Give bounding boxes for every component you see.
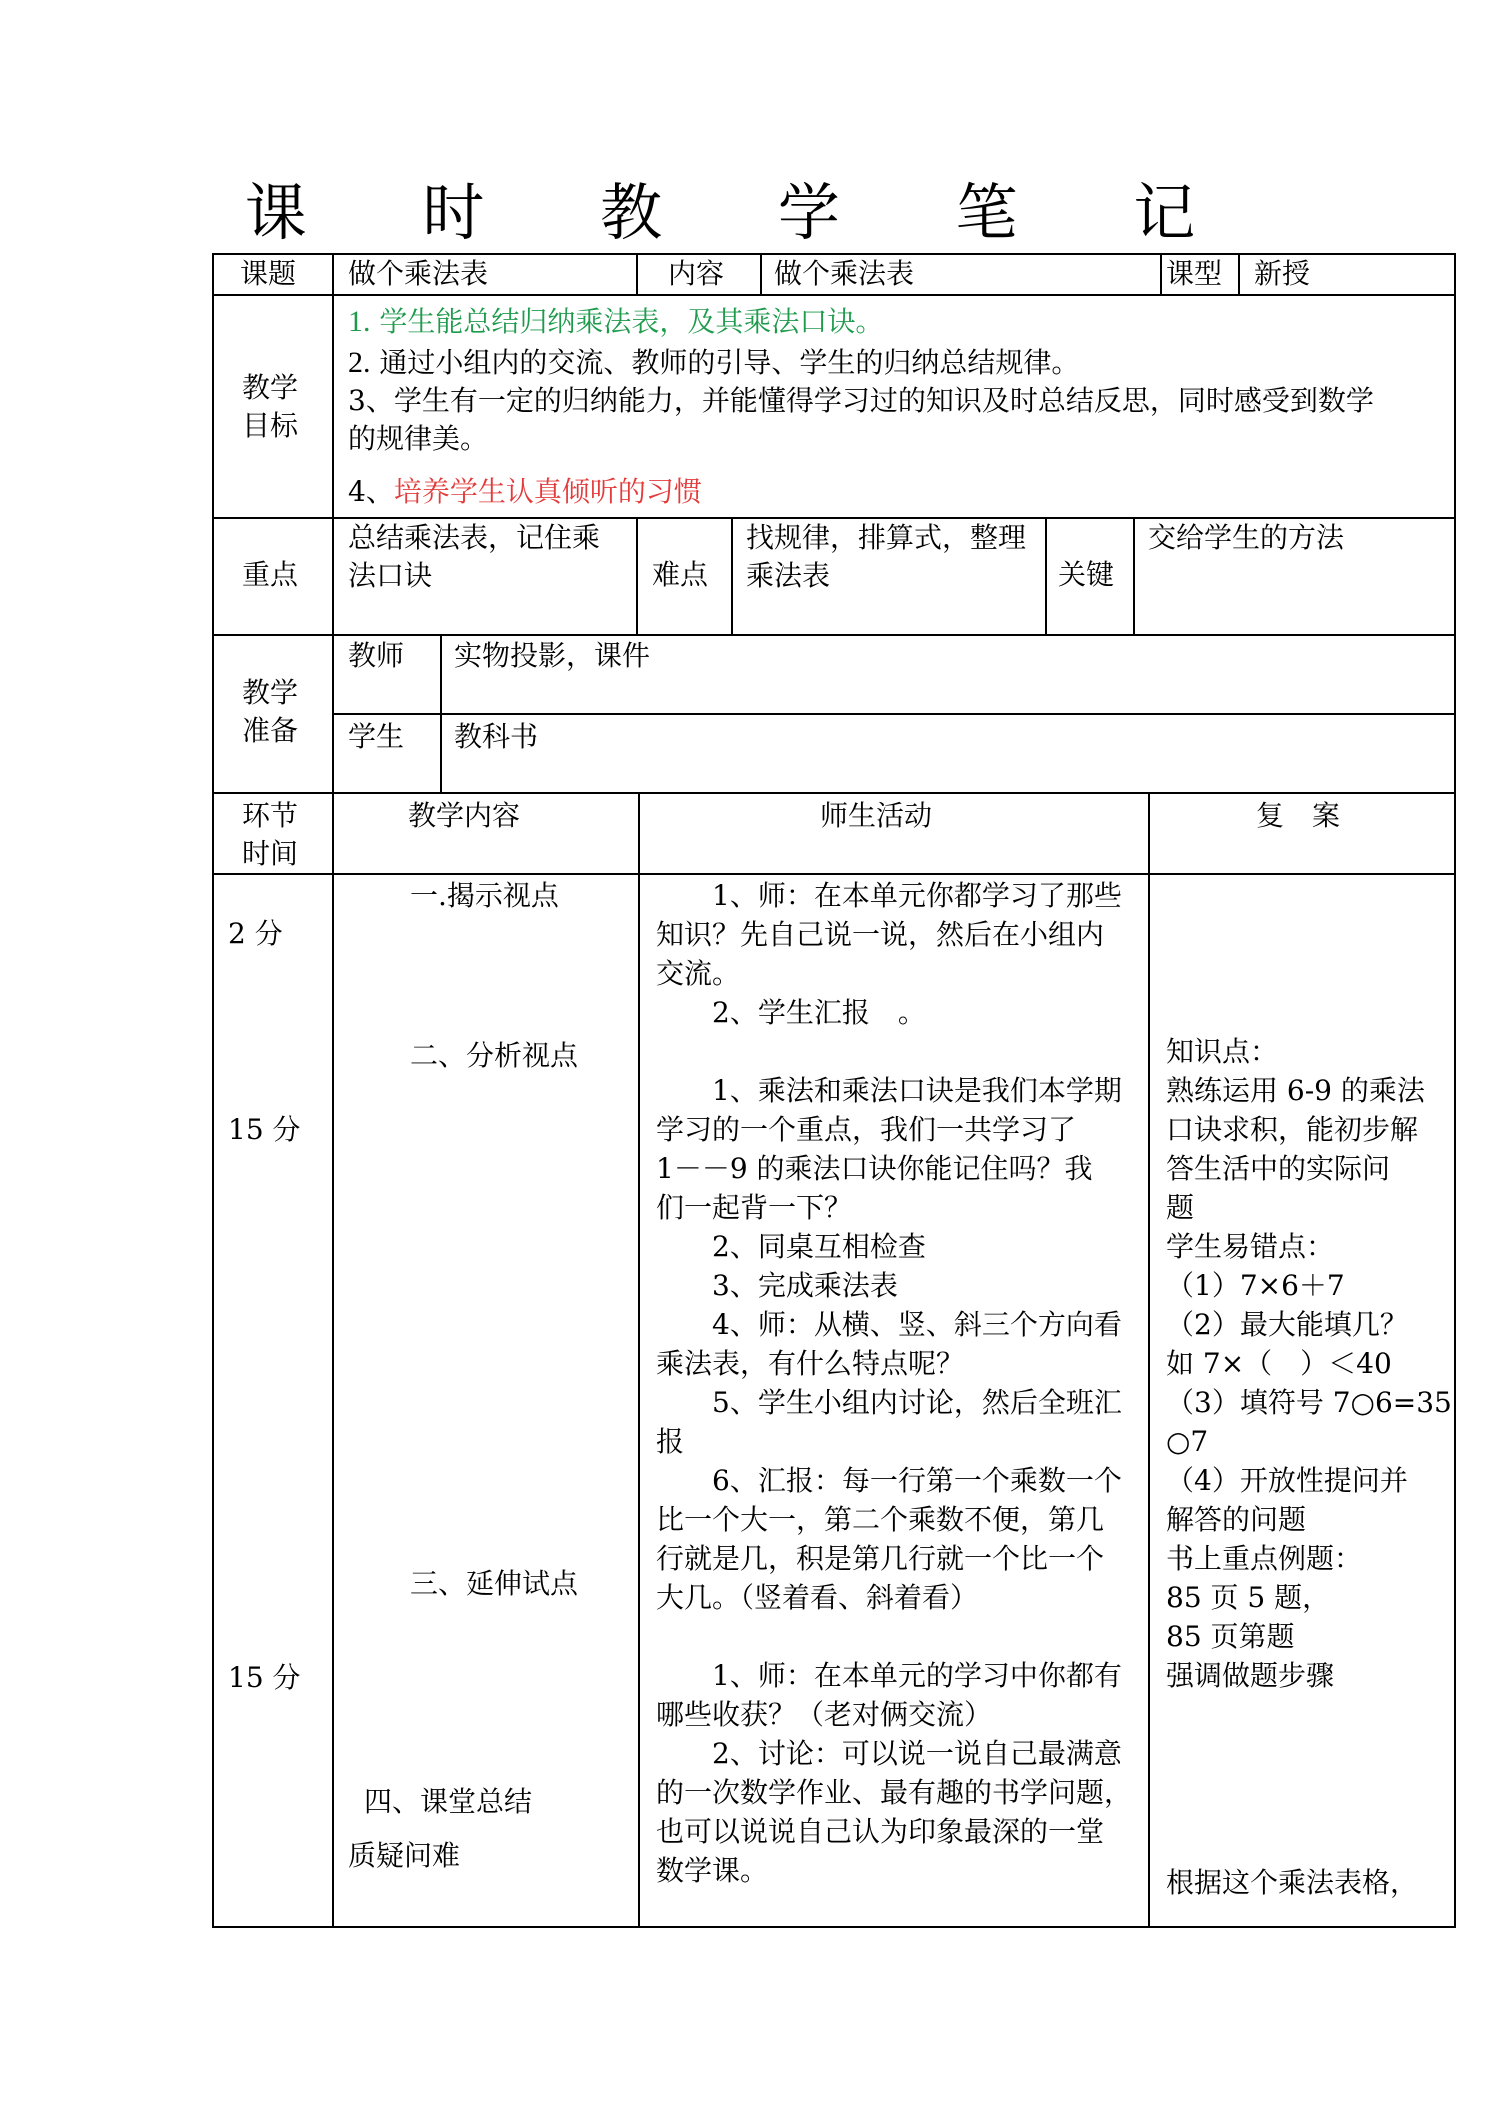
- objective-1: [348, 302, 883, 341]
- activity-line: 2、讨论：可以说一说自己最满意: [656, 1737, 1122, 1770]
- activity-line: 5、学生小组内讨论，然后全班汇: [656, 1386, 1122, 1419]
- activity-line: 们一起背一下？: [656, 1191, 853, 1224]
- section-heading: 质疑问难: [348, 1839, 461, 1872]
- column-content: 教学内容: [408, 799, 521, 832]
- objective-2-number: 2.: [348, 346, 371, 379]
- type-value: 新授: [1254, 257, 1311, 290]
- activity-line: 6、汇报：每一行第一个乘数一个: [656, 1464, 1122, 1497]
- review-footer: 根据这个乘法表格，: [1166, 1866, 1419, 1899]
- review-line: 知识点：: [1166, 1035, 1279, 1068]
- review-line: 口诀求积，能初步解: [1166, 1113, 1419, 1146]
- activity-line: 的一次数学作业、最有趣的书学问题，: [656, 1776, 1133, 1809]
- difficulty-label: 难点: [652, 558, 709, 591]
- activity-line: 报: [656, 1425, 685, 1458]
- objective-4-text: 培养学生认真倾听的习惯: [393, 475, 702, 508]
- topic-value: 做个乘法表: [348, 257, 489, 290]
- activity-line: 交流。: [656, 957, 741, 990]
- activity-line: 数学课。: [656, 1854, 769, 1887]
- focus-label: 重点: [242, 558, 299, 591]
- review-line: 强调做题步骤: [1166, 1659, 1335, 1692]
- activity-line: 也可以说说自己认为印象最深的一堂: [656, 1815, 1105, 1848]
- review-line: 熟练运用 6-9 的乘法: [1166, 1074, 1425, 1107]
- type-label: 课型: [1166, 257, 1223, 290]
- key-label: 关键: [1058, 558, 1115, 591]
- column-review: 复 案: [1256, 799, 1341, 832]
- teacher-value: 实物投影，课件: [454, 639, 651, 672]
- activity-line: 1、师：在本单元你都学习了那些: [656, 879, 1122, 912]
- section-heading: 二、分析视点: [410, 1039, 579, 1072]
- review-line: （4）开放性提问并: [1166, 1464, 1408, 1497]
- column-time-1: 环节: [242, 799, 299, 832]
- activity-line: 学习的一个重点，我们一共学习了: [656, 1113, 1077, 1146]
- column-activity: 师生活动: [820, 799, 933, 832]
- section-heading: 三、延伸试点: [410, 1567, 579, 1600]
- objective-3-line-2: 的规律美。: [348, 422, 489, 455]
- time-entry: 2 分: [228, 917, 283, 950]
- activity-line: 行就是几，积是第几行就一个比一个: [656, 1542, 1105, 1575]
- review-line: 如 7×（ ）＜40: [1166, 1347, 1392, 1380]
- review-line: （3）填符号 7○6=35: [1166, 1386, 1452, 1419]
- section-heading: 一.揭示视点: [410, 879, 559, 912]
- preparation-label-2: 准备: [242, 714, 299, 747]
- review-line: 答生活中的实际问: [1166, 1152, 1391, 1185]
- objectives-label-2: 目标: [242, 409, 299, 442]
- activity-line: 3、完成乘法表: [656, 1269, 898, 1302]
- review-line: 85 页 5 题，: [1166, 1581, 1331, 1614]
- difficulty-line-2: 乘法表: [746, 559, 831, 592]
- content-label: 内容: [668, 257, 725, 290]
- activity-line: 1、师：在本单元的学习中你都有: [656, 1659, 1122, 1692]
- focus-line-1: 总结乘法表，记住乘: [348, 521, 601, 554]
- focus-line-2: 法口诀: [348, 559, 433, 592]
- objective-2-text: 通过小组内的交流、教师的引导、学生的归纳总结规律。: [379, 346, 1080, 379]
- activity-line: 1、乘法和乘法口诀是我们本学期: [656, 1074, 1122, 1107]
- section-heading: 四、课堂总结: [364, 1785, 533, 1818]
- activity-line: 大几。（竖着看、斜着看）: [656, 1581, 979, 1614]
- activity-line: 乘法表，有什么特点呢？: [656, 1347, 965, 1380]
- review-line: 题: [1166, 1191, 1195, 1224]
- topic-label: 课题: [240, 257, 297, 290]
- objective-2: [348, 343, 1079, 382]
- activity-line: 1－－9 的乘法口诀你能记住吗？我: [656, 1152, 1093, 1185]
- page-title: 课 时 教 学 笔 记: [244, 176, 1244, 249]
- activity-line: 2、同桌互相检查: [656, 1230, 926, 1263]
- difficulty-line-1: 找规律，排算式，整理: [746, 521, 1027, 554]
- review-line: 解答的问题: [1166, 1503, 1307, 1536]
- student-value: 教科书: [454, 720, 539, 753]
- review-line: （2）最大能填几？: [1166, 1308, 1408, 1341]
- activity-line: 知识？先自己说一说，然后在小组内: [656, 918, 1105, 951]
- review-line: 85 页第题: [1166, 1620, 1295, 1653]
- review-line: 书上重点例题：: [1166, 1542, 1363, 1575]
- objective-1-text: 学生能总结归纳乘法表，及其乘法口诀。: [379, 305, 884, 338]
- teacher-label: 教师: [348, 639, 405, 672]
- review-line: ○7: [1166, 1425, 1209, 1458]
- column-time-2: 时间: [242, 837, 299, 870]
- objective-1-number: 1.: [348, 305, 371, 338]
- review-line: 学生易错点：: [1166, 1230, 1335, 1263]
- preparation-label-1: 教学: [242, 676, 299, 709]
- activity-line: 哪些收获？（老对俩交流）: [656, 1698, 993, 1731]
- time-entry: 15 分: [228, 1661, 301, 1694]
- objectives-label-1: 教学: [242, 371, 299, 404]
- activity-line: 2、学生汇报 。: [656, 996, 926, 1029]
- objective-4: [348, 472, 702, 511]
- time-entry: 15 分: [228, 1113, 301, 1146]
- activity-line: 比一个大一，第二个乘数不便，第几: [656, 1503, 1105, 1536]
- activity-line: 4、师：从横、竖、斜三个方向看: [656, 1308, 1122, 1341]
- objective-4-prefix: 4、: [348, 475, 394, 508]
- key-value: 交给学生的方法: [1148, 521, 1345, 554]
- student-label: 学生: [348, 720, 405, 753]
- content-value: 做个乘法表: [774, 257, 915, 290]
- objective-3-line-1: 3、学生有一定的归纳能力，并能懂得学习过的知识及时总结反思，同时感受到数学: [348, 384, 1374, 417]
- review-line: （1）7×6＋7: [1166, 1269, 1345, 1302]
